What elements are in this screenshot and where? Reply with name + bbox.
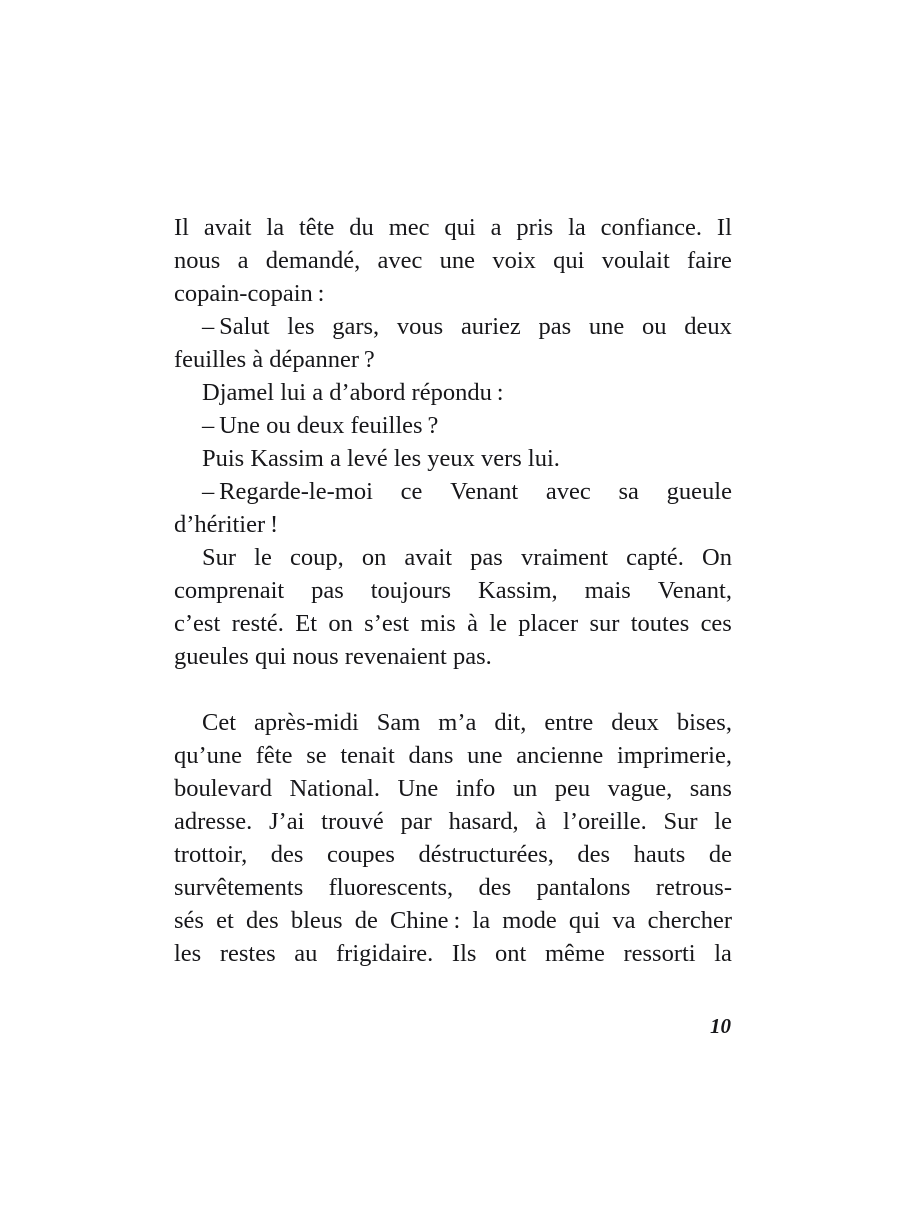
word: Il bbox=[716, 214, 732, 241]
word: Cet bbox=[202, 709, 237, 736]
word: Venant, bbox=[657, 577, 732, 604]
text-line bbox=[174, 541, 732, 574]
word: avec bbox=[545, 478, 591, 505]
word: coupes bbox=[326, 841, 395, 868]
word: sur bbox=[589, 610, 620, 637]
text-line bbox=[174, 475, 732, 508]
word: coup, bbox=[289, 544, 344, 571]
text-line: gueules qui nous revenaient pas. bbox=[174, 643, 492, 670]
word: de bbox=[708, 841, 732, 868]
word: chercher bbox=[647, 907, 732, 934]
word: ressorti bbox=[623, 940, 696, 967]
word: Et bbox=[295, 610, 318, 637]
paragraph bbox=[174, 475, 732, 541]
text-line bbox=[174, 574, 732, 607]
word: le bbox=[254, 544, 272, 571]
word: pas bbox=[470, 544, 503, 571]
word: ont bbox=[495, 940, 527, 967]
word: le bbox=[714, 808, 732, 835]
word: demandé, bbox=[265, 247, 361, 274]
word: voix bbox=[492, 247, 536, 274]
word: comprenait bbox=[174, 577, 285, 604]
word: tête bbox=[299, 214, 335, 241]
word: les bbox=[174, 940, 202, 967]
text-line bbox=[174, 838, 732, 871]
word: retrous- bbox=[655, 874, 732, 901]
word: faire bbox=[687, 247, 732, 274]
word: ou bbox=[642, 313, 667, 340]
word: auriez bbox=[460, 313, 521, 340]
word: s’est bbox=[364, 610, 410, 637]
word: fête bbox=[255, 742, 293, 769]
word: – Salut bbox=[202, 313, 270, 340]
word: de bbox=[354, 907, 378, 934]
word: on bbox=[361, 544, 387, 571]
word: et bbox=[216, 907, 234, 934]
text-line bbox=[174, 607, 732, 640]
word: fluorescents, bbox=[328, 874, 454, 901]
word: le bbox=[489, 610, 507, 637]
text-line bbox=[174, 706, 732, 739]
word: toujours bbox=[370, 577, 452, 604]
text-line bbox=[174, 937, 732, 970]
word: la bbox=[714, 940, 732, 967]
word: même bbox=[544, 940, 605, 967]
word: une bbox=[467, 742, 503, 769]
word: J’ai bbox=[269, 808, 305, 835]
word: bises, bbox=[676, 709, 732, 736]
word: c’est bbox=[174, 610, 221, 637]
text-line bbox=[174, 904, 732, 937]
word: a bbox=[237, 247, 249, 274]
word: à bbox=[467, 610, 478, 637]
word: hasard, bbox=[448, 808, 519, 835]
word: pas bbox=[311, 577, 344, 604]
word: au bbox=[294, 940, 318, 967]
word: avait bbox=[404, 544, 453, 571]
word: confiance. bbox=[600, 214, 702, 241]
word: ce bbox=[400, 478, 423, 505]
word: restes bbox=[219, 940, 276, 967]
word: m’a bbox=[438, 709, 477, 736]
word: pantalons bbox=[536, 874, 631, 901]
word: Sur bbox=[202, 544, 237, 571]
word: un bbox=[512, 775, 538, 802]
word: vous bbox=[396, 313, 444, 340]
word: va bbox=[612, 907, 636, 934]
text-line: copain-copain : bbox=[174, 280, 325, 307]
text-line bbox=[174, 310, 732, 343]
word: placer bbox=[518, 610, 579, 637]
word: les bbox=[287, 313, 315, 340]
word: hauts bbox=[633, 841, 686, 868]
word: des bbox=[245, 907, 279, 934]
text-line: d’héritier ! bbox=[174, 511, 279, 538]
word: trottoir, bbox=[174, 841, 248, 868]
text-line: feuilles à dépanner ? bbox=[174, 346, 375, 373]
word: l’oreille. bbox=[563, 808, 647, 835]
word: deux bbox=[684, 313, 732, 340]
text-line bbox=[174, 871, 732, 904]
text-line bbox=[174, 772, 732, 805]
paragraph bbox=[174, 376, 732, 409]
word: Une bbox=[397, 775, 439, 802]
word: des bbox=[577, 841, 611, 868]
word: survêtements bbox=[174, 874, 304, 901]
word: Il bbox=[174, 214, 189, 241]
word: entre bbox=[544, 709, 594, 736]
paragraph bbox=[174, 409, 732, 442]
word: resté. bbox=[231, 610, 284, 637]
word: sa bbox=[618, 478, 639, 505]
word: imprimerie, bbox=[617, 742, 732, 769]
word: capté. bbox=[626, 544, 684, 571]
word: se bbox=[306, 742, 327, 769]
word: ancienne bbox=[516, 742, 604, 769]
word: info bbox=[455, 775, 496, 802]
paragraph bbox=[174, 541, 732, 673]
word: sans bbox=[689, 775, 732, 802]
word: par bbox=[400, 808, 432, 835]
word: vraiment bbox=[520, 544, 609, 571]
word: la bbox=[568, 214, 586, 241]
word: mode bbox=[502, 907, 557, 934]
word: Sur bbox=[663, 808, 698, 835]
word: qui bbox=[568, 907, 601, 934]
word: Chine : bbox=[390, 907, 461, 934]
paragraph bbox=[174, 706, 732, 970]
word: dans bbox=[408, 742, 454, 769]
word: Ils bbox=[451, 940, 477, 967]
text-line: – Une ou deux feuilles ? bbox=[202, 412, 439, 439]
word: du bbox=[349, 214, 374, 241]
word: – Regarde-le-moi bbox=[202, 478, 373, 505]
word: on bbox=[328, 610, 353, 637]
word: à bbox=[535, 808, 547, 835]
word: Venant bbox=[450, 478, 519, 505]
word: toutes bbox=[630, 610, 690, 637]
page-number: 10 bbox=[710, 1014, 731, 1038]
paragraph bbox=[174, 442, 732, 475]
word: gueule bbox=[666, 478, 732, 505]
word: tenait bbox=[340, 742, 395, 769]
word: qu’une bbox=[174, 742, 243, 769]
word: deux bbox=[611, 709, 659, 736]
word: déstructurées, bbox=[418, 841, 554, 868]
word: ces bbox=[700, 610, 732, 637]
text-line: Puis Kassim a levé les yeux vers lui. bbox=[202, 445, 560, 472]
word: mais bbox=[584, 577, 631, 604]
word: Kassim, bbox=[478, 577, 558, 604]
word: voulait bbox=[601, 247, 670, 274]
word: nous bbox=[174, 247, 221, 274]
word: dit, bbox=[494, 709, 527, 736]
word: après-midi bbox=[254, 709, 359, 736]
paragraph bbox=[174, 211, 732, 310]
word: la bbox=[266, 214, 285, 241]
word: peu bbox=[554, 775, 591, 802]
text-line bbox=[174, 244, 732, 277]
word: une bbox=[588, 313, 625, 340]
text-line: Djamel lui a d’abord répondu : bbox=[202, 379, 504, 406]
word: a bbox=[490, 214, 502, 241]
word: gars, bbox=[332, 313, 380, 340]
word: trouvé bbox=[321, 808, 384, 835]
word: On bbox=[702, 544, 732, 571]
word: qui bbox=[553, 247, 585, 274]
word: mec bbox=[388, 214, 430, 241]
word: frigidaire. bbox=[336, 940, 434, 967]
word: National. bbox=[289, 775, 380, 802]
word: qui bbox=[444, 214, 476, 241]
word: pas bbox=[538, 313, 572, 340]
word: des bbox=[478, 874, 512, 901]
page-text-column bbox=[174, 211, 732, 970]
word: pris bbox=[516, 214, 554, 241]
word: Sam bbox=[376, 709, 421, 736]
word: boulevard bbox=[174, 775, 272, 802]
text-line bbox=[174, 211, 732, 244]
word: bleus bbox=[290, 907, 343, 934]
paragraph bbox=[174, 310, 732, 376]
word: avec bbox=[377, 247, 423, 274]
word: la bbox=[472, 907, 491, 934]
word: avait bbox=[203, 214, 252, 241]
word: des bbox=[270, 841, 304, 868]
word: mis bbox=[420, 610, 456, 637]
word: une bbox=[439, 247, 476, 274]
word: sés bbox=[174, 907, 204, 934]
word: vague, bbox=[607, 775, 673, 802]
word: adresse. bbox=[174, 808, 253, 835]
text-line bbox=[174, 739, 732, 772]
text-line bbox=[174, 805, 732, 838]
